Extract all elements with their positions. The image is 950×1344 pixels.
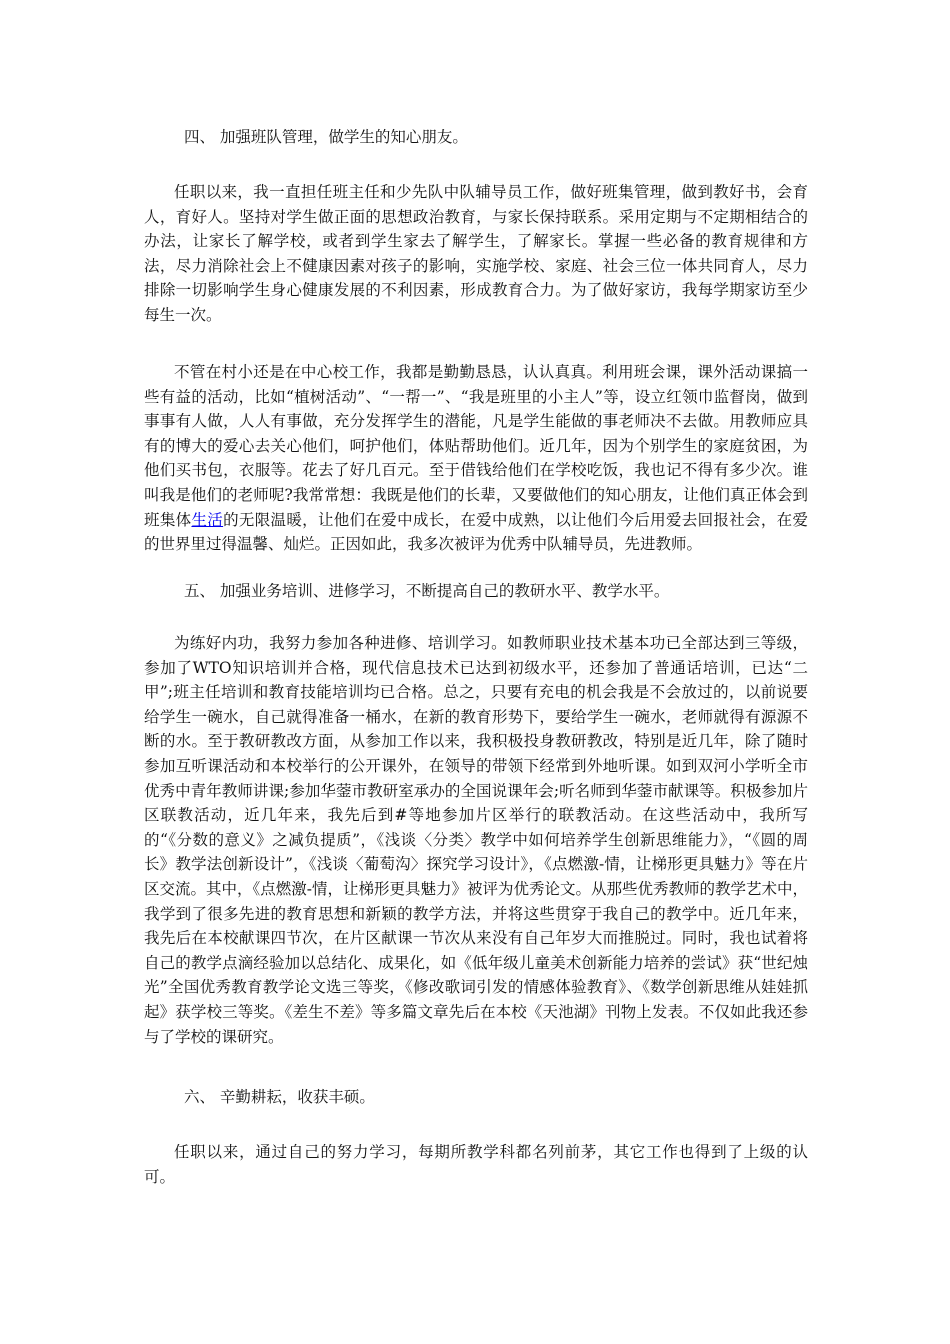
section-6-paragraph-1: 任职以来，通过自己的努力学习，每期所教学科都名列前茅，其它工作也得到了上级的认可。 — [144, 1143, 808, 1186]
section-4-paragraph-1: 任职以来，我一直担任班主任和少先队中队辅导员工作，做好班集管理，做到教好书，会育人，育好人。坚持对学生做正面的思想政治教育，与家长保持联系。采用定期与不定期相结合的办法，让家长了解学校，或者到学生家去了解学生，了解家长。掌握一些必备的教育规律和方法，尽力消除社会上不健康因素对孩子的影响，实施学校、家庭、社会三位一体共同育人，尽力排除一切影响学生身心健康发展的不利因素，形成教育合力。为了做好家访，我每学期家访至少每生一次。 — [144, 183, 808, 324]
section-5-heading: 五、 加强业务培训、进修学习，不断提高自己的教研水平、教学水平。 — [184, 582, 670, 600]
section-5-paragraph-1: 为练好内功，我努力参加各种进修、培训学习。如教师职业技术基本功已全部达到三等级，参加了WTO知识培训并合格，现代信息技术已达到初级水平，还参加了普通话培训，已达“二甲”;班主任培训和教育技能培训均已合格。总之，只要有充电的机会我是不会放过的，以前说要给学生一碗水，自己就得准备一桶水，在新的教育形势下，要给学生一碗水，老师就得有源源不断的水。至于教研教改方面，从参加工作以来，我积极投身教研教改，特别是近几年，除了随时参加互听课活动和本校举行的公开课外，在领导的带领下经常到外地听课。如到双河小学听全市优秀中青年教师讲课;参加华蓥市教研室承办的全国说课年会;听名师到华蓥市献课等。积极参加片区联教活动，近几年来，我先后到#等地参加片区举行的联教活动。在这些活动中，我所写的“《分数的意义》之减负提质”，《浅谈〈分类〉教学中如何培养学生创新思维能力》，“《圆的周长》教学法创新设计”，《浅谈〈葡萄沟〉探究学习设计》，《点燃激-情，让梯形更具魅力》等在片区交流。其中，《点燃激-情，让梯形更具魅力》被评为优秀论文。从那些优秀教师的教学艺术中，我学到了很多先进的教育思想和新颖的教学方法，并将这些贯穿于我自己的教学中。近几年来，我先后在本校献课四节次，在片区献课一节次从来没有自己年岁大而推脱过。同时，我也试着将自己的教学点滴经验加以总结化、成果化，如《低年级儿童美术创新能力培养的尝试》获“世纪烛光”全国优秀教育教学论文选三等奖，《修改歌词引发的情感体验教育》、《数学创新思维从娃娃抓起》获学校三等奖。《差生不差》等多篇文章先后在本校《天池湖》刊物上发表。不仅如此我还参与了学校的课研究。 — [144, 634, 808, 1046]
section-4-heading: 四、 加强班队管理，做学生的知心朋友。 — [184, 128, 468, 146]
paragraph-2-text-after-link: 的无限温暖，让他们在爱中成长，在爱中成熟，以让他们今后用爱去回报社会，在爱的世界里过得温馨、灿烂。正因如此，我多次被评为优秀中队辅导员，先进教师。 — [144, 510, 808, 554]
section-6-heading: 六、 辛勤耕耘，收获丰硕。 — [184, 1088, 375, 1106]
paragraph-2-text-before-link: 不管在村小还是在中心校工作，我都是勤勤恳恳，认认真真。利用班会课，课外活动课搞一些有益的活动，比如“植树活动”、“一帮一”、“我是班里的小主人”等，设立红领巾监督岗，做到事事有人做，人人有事做，充分发挥学生的潜能，凡是学生能做的事老师决不去做。用教师应具有的博大的爱心去关心他们，呵护他们，体贴帮助他们。近几年，因为个别学生的家庭贫困，为他们买书包，衣服等。花去了好几百元。至于借钱给他们在学校吃饭，我也记不得有多少次。谁叫我是他们的老师呢?我常常想：我既是他们的长辈，又要做他们的知心朋友，让他们真正体会到班集体 — [144, 363, 808, 529]
link-shenghuo[interactable]: 生活 — [191, 510, 224, 529]
section-4-paragraph-2 — [144, 360, 808, 557]
